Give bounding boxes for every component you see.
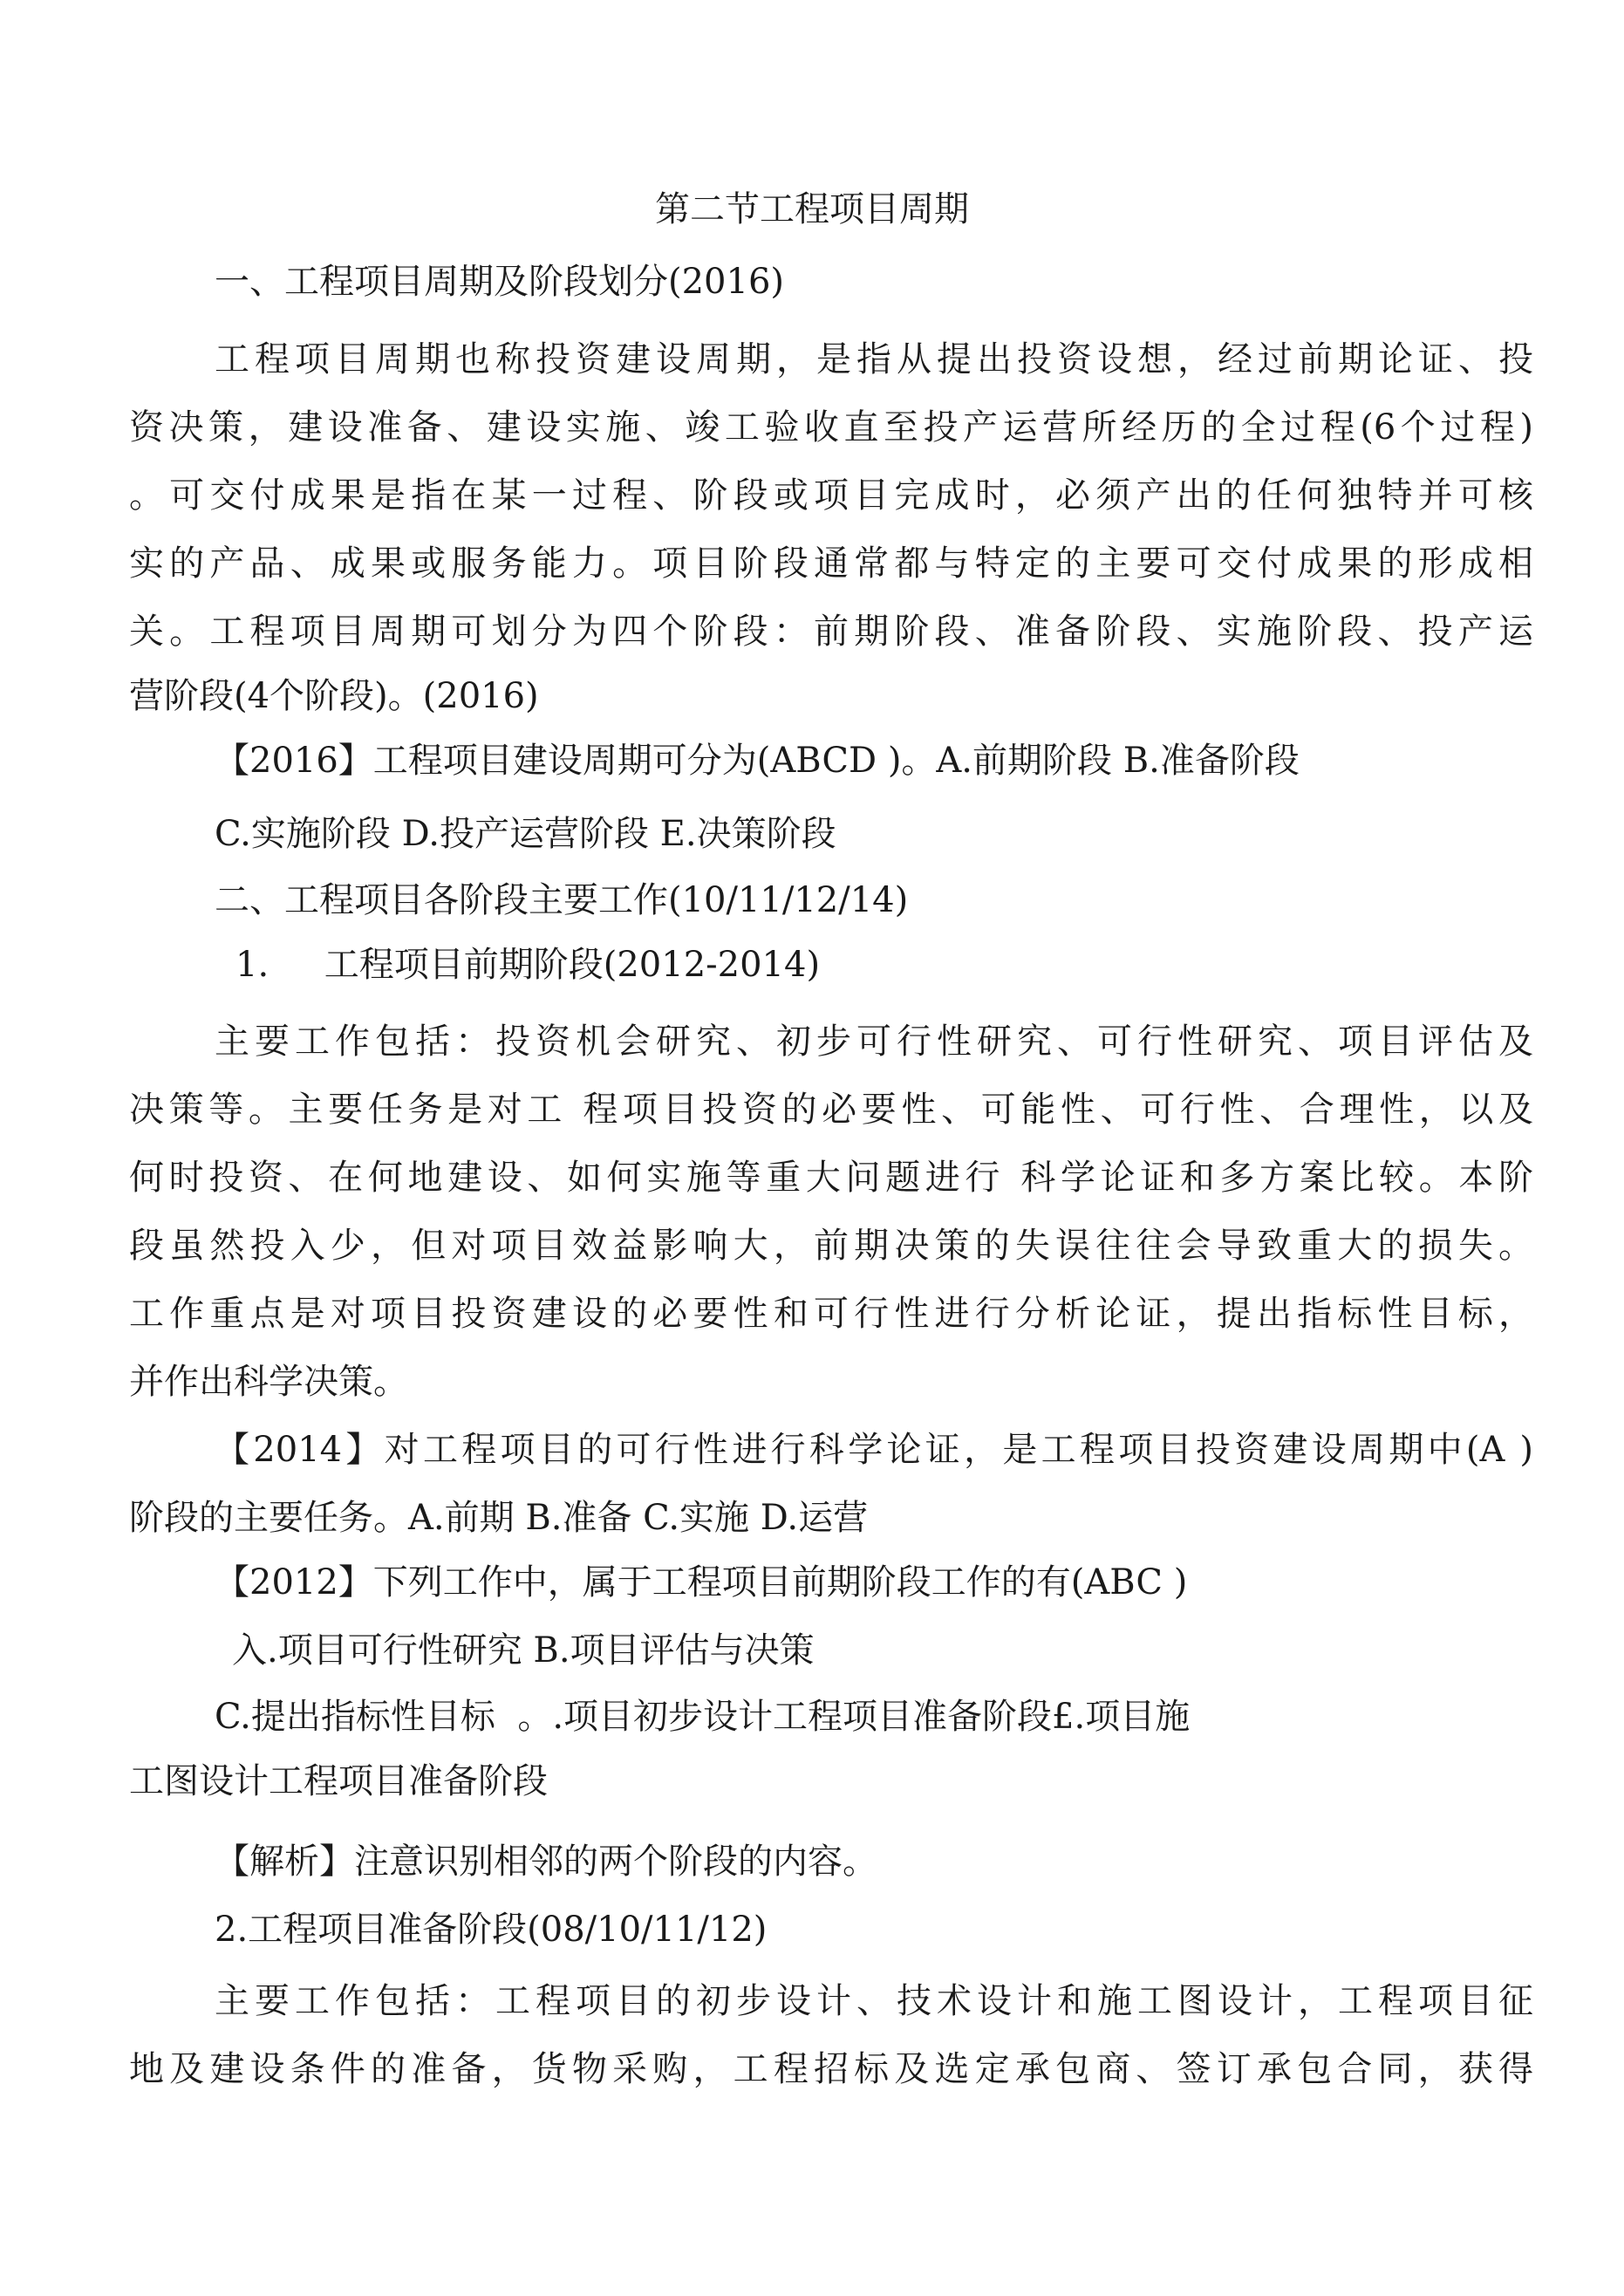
section-heading-1: 一、工程项目周期及阶段划分(2016) xyxy=(215,262,785,302)
exam-options: C.实施阶段 D.投产运营阶段 E.决策阶段 xyxy=(215,814,836,854)
paragraph-line: 工作重点是对项目投资建设的必要性和可行性进行分析论证，提出指标性目标， xyxy=(129,1294,1533,1334)
subsection-heading-1: 1. 工程项目前期阶段(2012-2014) xyxy=(235,945,821,985)
paragraph-line: 主要工作包括：投资机会研究、初步可行性研究、可行性研究、项目评估及 xyxy=(215,1022,1533,1062)
paragraph-line: 实的产品、成果或服务能力。项目阶段通常都与特定的主要可交付成果的形成相 xyxy=(129,543,1533,584)
exam-options: 工图设计工程项目准备阶段 xyxy=(129,1761,548,1801)
paragraph-line: 地及建设条件的准备，货物采购，工程招标及选定承包商、签订承包合同，获得 xyxy=(129,2049,1533,2089)
paragraph-line: 工程项目周期也称投资建设周期，是指从提出投资设想，经过前期论证、投 xyxy=(215,339,1533,379)
page-title: 第二节工程项目周期 xyxy=(655,189,969,229)
paragraph-line: 并作出科学决策。 xyxy=(129,1362,408,1402)
exam-options: 阶段的主要任务。A.前期 B.准备 C.实施 D.运营 xyxy=(129,1498,869,1538)
exam-question: 【2014】对工程项目的可行性进行科学论证，是工程项目投资建设周期中(A ) xyxy=(215,1430,1533,1470)
exam-options: 入.项目可行性研究 B.项目评估与决策 xyxy=(232,1630,815,1671)
paragraph-line: 段虽然投入少，但对项目效益影响大，前期决策的失误往往会导致重大的损失。 xyxy=(129,1226,1533,1266)
paragraph-line: 何时投资、在何地建设、如何实施等重大问题进行 科学论证和多方案比较。本阶 xyxy=(129,1158,1533,1198)
section-heading-2: 二、工程项目各阶段主要工作(10/11/12/14) xyxy=(215,880,909,920)
paragraph-line: 营阶段(4个阶段)。(2016) xyxy=(129,676,539,716)
subsection-heading-2: 2.工程项目准备阶段(08/10/11/12) xyxy=(215,1910,768,1950)
paragraph-line: 。可交付成果是指在某一过程、阶段或项目完成时，必须产出的任何独特并可核 xyxy=(129,475,1533,516)
paragraph-line: 决策等。主要任务是对工 程项目投资的必要性、可能性、可行性、合理性，以及 xyxy=(129,1090,1533,1130)
paragraph-line: 资决策，建设准备、建设实施、竣工验收直至投产运营所经历的全过程(6个过程) xyxy=(129,407,1533,448)
exam-question: 【2016】工程项目建设周期可分为(ABCD )。A.前期阶段 B.准备阶段 xyxy=(215,741,1300,781)
analysis-note: 【解析】注意识别相邻的两个阶段的内容。 xyxy=(215,1842,877,1882)
exam-options: C.提出指标性目标 。.项目初步设计工程项目准备阶段£.项目施 xyxy=(215,1697,1191,1737)
paragraph-line: 主要工作包括：工程项目的初步设计、技术设计和施工图设计，工程项目征 xyxy=(215,1981,1533,2021)
paragraph-line: 关。工程项目周期可划分为四个阶段：前期阶段、准备阶段、实施阶段、投产运 xyxy=(129,612,1533,652)
exam-question: 【2012】下列工作中，属于工程项目前期阶段工作的有(ABC ) xyxy=(215,1562,1188,1602)
